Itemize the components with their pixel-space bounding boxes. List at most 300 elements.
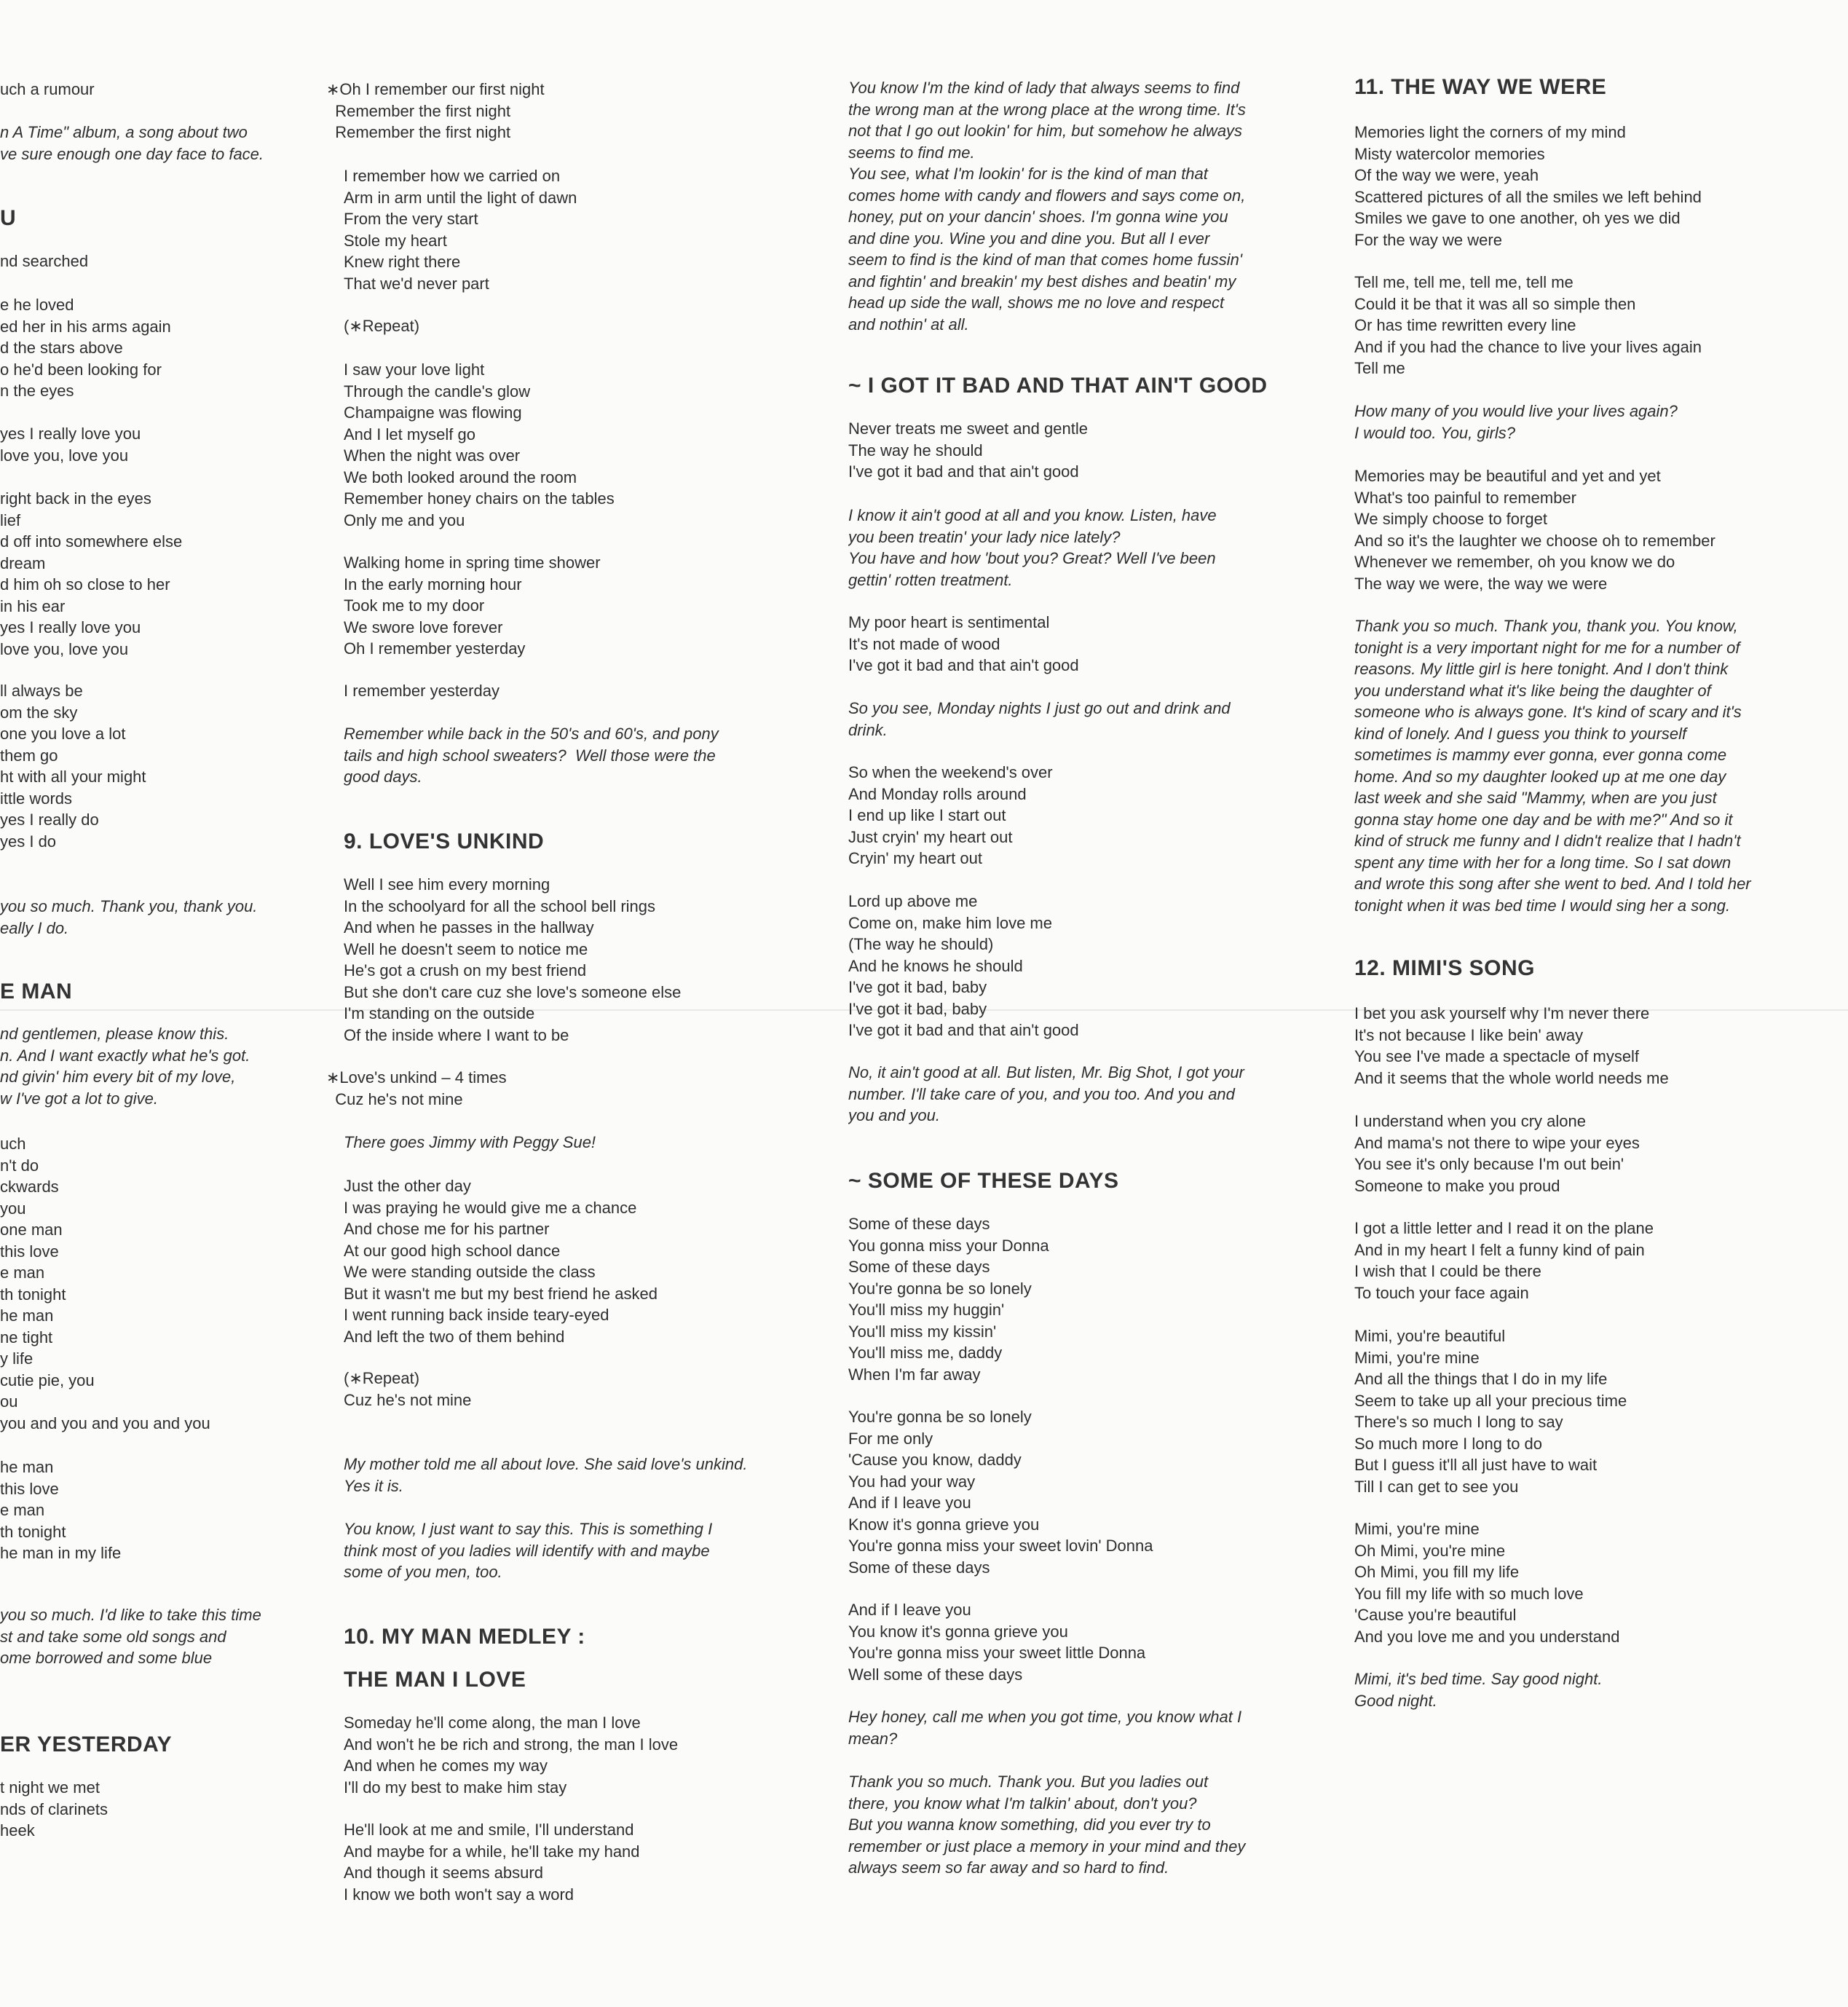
lyric-line: gonna stay home one day and be with me?" And so it [1354,810,1733,829]
lyric-line: d the stars above [0,339,123,357]
lyric-line: Or has time rewritten every line [1354,316,1576,334]
lyric-line: Thank you so much. Thank you. But you ladies out [848,1773,1209,1791]
spoken-interlude [848,505,1217,591]
spoken-interlude [0,122,264,165]
lyric-line: For me only [848,1429,933,1448]
lyric-stanza [326,1067,507,1110]
lyric-line: th tonight [0,1285,66,1304]
spoken-interlude [848,1771,1245,1879]
lyric-line: There goes Jimmy with Peggy Sue! [344,1133,596,1151]
lyric-line: nd gentlemen, please know this. [0,1025,229,1043]
lyric-line: Cuz he's not mine [344,1390,472,1409]
spoken-interlude [848,1062,1244,1127]
lyric-line: ed her in his arms again [0,317,171,336]
lyric-line: and dine you. Wine you and dine you. But all I ever [848,229,1210,248]
lyric-line: Oh Mimi, you fill my life [1354,1563,1520,1581]
lyric-line: And he knows he should [848,956,1023,975]
lyric-line: I remember yesterday [344,682,499,700]
lyric-line: Took me to my door [344,596,485,615]
lyric-line: tails and high school sweaters? Well those were the [344,746,716,765]
lyric-line: You had your way [848,1472,976,1491]
lyric-line: I saw your love light [344,360,485,379]
song-title: 12. MIMI'S SONG [1354,956,1536,980]
lyric-line: uch a rumour [0,80,95,98]
spoken-interlude [1354,401,1678,443]
lyric-line: ou [0,1392,18,1411]
spoken-interlude [848,77,1246,335]
lyrics-column-3 [848,0,1314,2007]
lyric-line: ll always be [0,682,83,700]
lyric-line: I've got it bad and that ain't good [848,462,1079,481]
lyric-line: I got a little letter and I read it on the plane [1354,1219,1654,1237]
lyric-line: At our good high school dance [344,1241,561,1260]
lyric-stanza [1354,465,1715,594]
lyric-line: this love [0,1242,59,1261]
lyric-line: t night we met [0,1778,100,1797]
lyric-line: ne tight [0,1328,53,1346]
song-title: THE MAN I LOVE [344,1668,526,1692]
lyric-line: He'll look at me and smile, I'll understand [344,1821,634,1839]
lyric-line: mean? [848,1729,898,1748]
lyric-line: n A Time" album, a song about two [0,123,248,141]
lyric-line: I was praying he would give me a chance [344,1198,637,1217]
lyric-line: n. And I want exactly what he's got. [0,1046,250,1065]
lyric-stanza [344,359,615,531]
lyric-stanza [0,423,141,466]
lyric-line: You'll miss my kissin' [848,1322,997,1341]
lyric-line: (∗Repeat) [344,1369,420,1387]
lyric-line: someone who is always gone. It's kind of scary and it's [1354,703,1742,721]
lyric-line: And Monday rolls around [848,784,1027,803]
lyric-line: I would too. You, girls? [1354,423,1515,442]
lyric-line: you so much. Thank you, thank you. [0,897,258,915]
lyric-line: Remember while back in the 50's and 60's, and pony [344,725,719,743]
lyric-line: And chose me for his partner [344,1220,550,1238]
lyric-line: I went running back inside teary-eyed [344,1306,609,1324]
lyric-line: ittle words [0,789,73,808]
lyric-line: y life [0,1349,33,1368]
lyric-line: Tell me, tell me, tell me, tell me [1354,273,1573,291]
lyric-line: We were standing outside the class [344,1263,596,1281]
spoken-interlude [1354,1668,1602,1711]
lyric-line: I end up like I start out [848,806,1006,824]
lyric-line: Smiles we gave to one another, oh yes we did [1354,209,1681,227]
lyrics-column-4 [1354,0,1820,2007]
lyric-line: yes I do [0,832,57,851]
lyric-line: Of the inside where I want to be [344,1025,569,1044]
lyric-line: tonight when it was bed time I would sing her a song. [1354,896,1731,915]
song-title: ER YESTERDAY [0,1732,173,1756]
lyric-line: and fightin' and breakin' my best dishes and beatin' my [848,272,1236,291]
lyric-line: Remember honey chairs on the tables [344,489,615,508]
spoken-interlude [0,1604,261,1669]
lyric-line: Whenever we remember, oh you know we do [1354,553,1675,571]
lyric-stanza [0,251,88,272]
lyric-line: e he loved [0,296,74,314]
lyric-stanza [344,315,419,337]
lyric-line: You know I'm the kind of lady that always seems to find [848,79,1240,97]
lyric-line: Remember the first night [326,101,511,120]
lyric-line: think most of you ladies will identify with and maybe [344,1541,710,1560]
lyric-line: Arm in arm until the light of dawn [344,188,577,207]
lyric-line: I know we both won't say a word [344,1885,574,1904]
lyric-line: Misty watercolor memories [1354,144,1545,163]
lyric-line: Know it's gonna grieve you [848,1515,1040,1534]
lyric-stanza [344,680,499,702]
lyric-line: Walking home in spring time shower [344,553,601,572]
lyric-line: My mother told me all about love. She said love's unkind. [344,1455,748,1473]
lyric-line: them go [0,746,58,765]
lyric-line: But you wanna know something, did you ever try to [848,1815,1211,1834]
lyric-line: Well some of these days [848,1665,1023,1684]
lyric-line: gettin' rotten treatment. [848,570,1013,589]
lyric-line: reasons. My little girl is here tonight. And I don't think [1354,660,1729,678]
lyric-line: You're gonna miss your sweet lovin' Donna [848,1537,1153,1555]
lyric-line: Good night. [1354,1691,1437,1710]
lyric-line: And all the things that I do in my life [1354,1370,1608,1388]
lyric-line: last week and she said "Mammy, when are you just [1354,789,1717,807]
lyric-line: For the way we were [1354,230,1502,249]
lyric-line: I remember how we carried on [344,167,561,185]
lyric-line: Well he doesn't seem to notice me [344,939,588,958]
lyric-line: ∗Oh I remember our first night [326,80,545,98]
lyric-stanza [326,79,545,143]
lyric-line: And if you had the chance to live your lives again [1354,337,1702,356]
lyric-stanza [1354,1111,1640,1196]
lyric-line: We simply choose to forget [1354,510,1547,528]
spoken-interlude [848,1706,1241,1749]
lyric-line: You know it's gonna grieve you [848,1622,1068,1641]
lyric-stanza [344,1175,658,1347]
lyric-line: You gonna miss your Donna [848,1236,1049,1255]
lyric-line: Yes it is. [344,1476,403,1495]
lyric-line: And it seems that the whole world needs me [1354,1068,1669,1087]
lyric-line: Till I can get to see you [1354,1477,1519,1496]
lyric-line: d him oh so close to her [0,575,170,594]
lyric-line: Cuz he's not mine [326,1089,463,1108]
spoken-interlude [344,723,719,788]
lyric-line: We swore love forever [344,618,503,636]
song-title: E MAN [0,979,73,1004]
lyric-stanza [0,79,95,100]
lyric-line: one you love a lot [0,725,126,743]
lyric-line: And left the two of them behind [344,1327,565,1346]
lyric-line: e man [0,1263,45,1282]
lyric-line: he man [0,1458,54,1476]
lyric-stanza [848,418,1088,483]
lyric-line: w I've got a lot to give. [0,1089,158,1108]
lyric-line: remember or just place a memory in your mind and they [848,1837,1246,1856]
lyric-line: In the early morning hour [344,575,522,594]
lyric-line: You'll miss my huggin' [848,1301,1005,1319]
lyric-line: lief [0,510,21,529]
lyric-stanza [0,488,182,660]
lyric-line: the wrong man at the wrong place at the wrong time. It's [848,100,1246,119]
lyric-line: And won't he be rich and strong, the man I love [344,1735,679,1754]
lyric-line: Oh I remember yesterday [344,639,526,658]
lyric-line: When I'm far away [848,1365,981,1384]
lyric-line: But I guess it'll all just have to wait [1354,1456,1598,1474]
lyric-line: number. I'll take care of you, and you too. And you and [848,1084,1235,1103]
lyric-line: (∗Repeat) [344,317,420,335]
lyric-line: I wish that I could be there [1354,1262,1541,1280]
lyric-line: You see I've made a spectacle of myself [1354,1047,1640,1065]
lyric-line: kind of struck me funny and I didn't realize that I hadn't [1354,832,1741,850]
lyric-line: Someone to make you proud [1354,1176,1560,1195]
spoken-interlude [0,1023,250,1109]
lyric-line: Just the other day [344,1177,471,1195]
lyric-line: And you love me and you understand [1354,1627,1620,1646]
lyric-line: We both looked around the room [344,468,577,486]
lyric-line: (The way he should) [848,935,994,953]
lyric-line: th tonight [0,1522,66,1541]
lyric-line: Of the way we were, yeah [1354,166,1539,184]
lyric-line: Mimi, you're beautiful [1354,1327,1506,1345]
lyric-line: I've got it bad, baby [848,999,987,1018]
lyric-line: Mimi, you're mine [1354,1520,1480,1538]
lyric-line: head up side the wall, shows me no love and respect [848,293,1225,312]
lyric-line: some of you men, too. [344,1563,502,1581]
lyric-stanza [1354,122,1702,251]
song-title: ~ SOME OF THESE DAYS [848,1169,1119,1193]
lyric-line: It's not because I like bein' away [1354,1025,1584,1044]
lyric-line: Memories light the corners of my mind [1354,123,1626,141]
lyric-line: Through the candle's glow [344,382,531,401]
lyric-line: No, it ain't good at all. But listen, Mr. Big Shot, I got your [848,1063,1244,1081]
lyric-line: Oh Mimi, you're mine [1354,1541,1506,1560]
lyric-line: And mama's not there to wipe your eyes [1354,1133,1640,1152]
lyric-stanza [344,552,601,660]
lyric-line: But she don't care cuz she love's someone else [344,982,682,1001]
spoken-interlude [344,1518,712,1583]
lyric-line: home. And so my daughter looked up at me one day [1354,767,1726,786]
lyric-line: you [0,1199,26,1218]
lyric-line: Scattered pictures of all the smiles we left behind [1354,187,1702,206]
lyric-stanza [344,1712,678,1798]
lyric-stanza [848,1213,1049,1385]
spoken-interlude [848,698,1231,741]
lyric-line: You have and how 'bout you? Great? Well I've been [848,549,1216,567]
lyric-line: Someday he'll come along, the man I love [344,1714,641,1732]
lyric-stanza [0,294,171,402]
lyric-line: spent any time with her for a long time. So I sat down [1354,853,1731,872]
lyric-line: Tell me [1354,359,1405,377]
song-title: ~ I GOT IT BAD AND THAT AIN'T GOOD [848,374,1268,398]
lyric-line: 'Cause you know, daddy [848,1451,1022,1469]
lyric-line: Could it be that it was all so simple then [1354,294,1636,313]
spoken-interlude [344,1454,748,1497]
lyric-line: And I let myself go [344,425,475,443]
lyric-line: It's not made of wood [848,634,1000,653]
lyric-line: Seem to take up all your precious time [1354,1391,1627,1410]
lyric-line: you understand what it's like being the daughter of [1354,681,1711,700]
lyric-line: good days. [344,768,422,786]
lyric-line: The way we were, the way we were [1354,574,1608,593]
lyric-line: you so much. I'd like to take this time [0,1606,261,1624]
lyric-line: o he'd been looking for [0,360,162,379]
lyric-line: love you, love you [0,446,129,465]
lyric-line: I've got it bad, baby [848,978,987,996]
lyric-line: I understand when you cry alone [1354,1112,1586,1130]
song-title: 11. THE WAY WE WERE [1354,75,1607,99]
lyric-line: You're gonna be so lonely [848,1408,1032,1426]
lyric-line: Hey honey, call me when you got time, you know what I [848,1708,1242,1726]
lyric-line: He's got a crush on my best friend [344,961,587,979]
lyric-line: Remember the first night [326,123,511,141]
lyric-stanza [848,1599,1145,1685]
lyric-line: So much more I long to do [1354,1434,1543,1453]
lyric-line: you and you and you and you [0,1413,210,1432]
lyric-line: drink. [848,720,888,739]
lyric-line: And if I leave you [848,1494,971,1512]
lyric-line: From the very start [344,210,478,228]
lyric-line: I'll do my best to make him stay [344,1778,567,1797]
lyric-line: e man [0,1501,45,1519]
lyric-line: d off into somewhere else [0,532,183,551]
lyric-line: cutie pie, you [0,1371,95,1389]
lyric-line: Only me and you [344,510,465,529]
lyric-line: uch [0,1135,26,1153]
lyric-line: In the schoolyard for all the school bell rings [344,896,656,915]
lyric-line: you been treatin' your lady nice lately? [848,527,1121,546]
lyric-line: seems to find me. [848,143,975,162]
lyric-line: eally I do. [0,918,69,937]
lyric-line: I bet you ask yourself why I'm never there [1354,1004,1650,1022]
lyric-line: You fill my life with so much love [1354,1584,1584,1603]
lyric-line: honey, put on your dancin' shoes. I'm gonna wine you [848,208,1228,226]
lyric-line: he man [0,1306,54,1325]
lyric-line: And so it's the laughter we choose oh to remember [1354,531,1715,550]
lyric-stanza [848,1406,1153,1578]
lyric-line: And though it seems absurd [344,1864,543,1882]
lyric-line: st and take some old songs and [0,1627,226,1646]
lyric-line: nd searched [0,252,89,270]
lyric-line: Mimi, you're mine [1354,1348,1480,1367]
lyric-line: You know, I just want to say this. This is something I [344,1520,713,1538]
lyric-stanza [848,612,1079,677]
lyric-line: not that I go out lookin' for him, but somehow he always [848,122,1243,140]
lyric-stanza [1354,272,1702,379]
lyric-stanza [1354,1325,1627,1497]
lyric-line: nd givin' him every bit of my love, [0,1068,236,1086]
lyric-line: There's so much I long to say [1354,1413,1563,1431]
lyric-line: And if I leave you [848,1601,971,1619]
lyrics-column-1 [0,0,291,2007]
lyric-line: one man [0,1221,63,1239]
lyric-line: ome borrowed and some blue [0,1649,213,1667]
song-title: U [0,206,17,230]
lyric-line: Well I see him every morning [344,875,550,894]
lyric-line: heek [0,1821,35,1840]
lyric-line: But it wasn't me but my best friend he asked [344,1284,658,1303]
lyric-line: n't do [0,1156,39,1175]
lyric-line: You'll miss me, daddy [848,1344,1003,1362]
lyric-line: ckwards [0,1178,59,1196]
lyric-stanza [0,680,146,852]
lyric-line: ve sure enough one day face to face. [0,144,264,163]
lyric-line: Come on, make him love me [848,913,1052,932]
lyric-line: this love [0,1479,59,1498]
lyric-line: yes I really love you [0,618,141,636]
lyric-line: ht with all your might [0,768,146,786]
lyric-line: How many of you would live your lives again? [1354,402,1678,420]
lyric-line: Knew right there [344,253,461,271]
lyric-line: I've got it bad and that ain't good [848,1021,1079,1039]
lyric-line: I've got it bad and that ain't good [848,656,1079,674]
lyric-line: and wrote this song after she went to bed. And I told her [1354,875,1751,893]
lyric-line: You're gonna miss your sweet little Donna [848,1644,1146,1662]
lyric-line: Mimi, it's bed time. Say good night. [1354,1670,1603,1688]
lyric-stanza [0,1777,108,1842]
lyrics-column-2 [326,0,792,2007]
lyric-line: nds of clarinets [0,1799,108,1818]
spoken-interlude [344,1132,596,1154]
lyric-line: What's too painful to remember [1354,488,1577,507]
lyric-line: Cryin' my heart out [848,849,982,867]
spoken-interlude [1354,615,1751,916]
lyric-stanza [848,891,1079,1041]
lyric-line: n the eyes [0,382,74,400]
lyric-line: And when he comes my way [344,1756,548,1775]
lyric-line: Champaigne was flowing [344,403,522,422]
lyric-line: Stole my heart [344,231,447,250]
spoken-interlude [0,896,257,939]
lyric-line: Lord up above me [848,892,978,910]
lyric-stanza [1354,1518,1619,1647]
lyric-line: Never treats me sweet and gentle [848,419,1088,438]
lyric-line: I'm standing on the outside [344,1004,535,1022]
lyric-line: Some of these days [848,1258,990,1276]
lyric-line: To touch your face again [1354,1283,1529,1302]
lyric-line: You're gonna be so lonely [848,1279,1032,1298]
lyric-line: Just cryin' my heart out [848,827,1013,846]
lyric-stanza [0,1133,210,1434]
lyric-line: I know it ain't good at all and you know. Listen, have [848,506,1217,524]
lyric-line: seem to find is the kind of man that comes home fussin' [848,251,1243,269]
lyric-line: right back in the eyes [0,489,151,508]
lyric-line: there, you know what I'm talkin' about, don't you? [848,1794,1197,1813]
song-title: 10. MY MAN MEDLEY : [344,1625,585,1649]
lyric-line: The way he should [848,441,983,460]
lyric-line: Thank you so much. Thank you, thank you. You know, [1354,617,1738,635]
lyric-stanza [0,1456,121,1564]
lyric-stanza [344,1368,471,1411]
lyric-line: And in my heart I felt a funny kind of pain [1354,1240,1645,1259]
lyric-line: he man in my life [0,1544,122,1562]
lyric-line: tonight is a very important night for me for a number of [1354,638,1740,657]
lyric-line: kind of lonely. And I guess you think to yourself [1354,724,1687,743]
lyric-stanza [1354,1218,1654,1304]
lyric-line: love you, love you [0,639,129,658]
lyric-line: in his ear [0,596,66,615]
lyric-line: And maybe for a while, he'll take my hand [344,1842,640,1861]
lyric-line: That we'd never part [344,274,489,293]
lyric-line: dream [0,553,46,572]
lyric-stanza [848,762,1053,870]
lyric-line: and nothin' at all. [848,315,969,334]
lyric-line: My poor heart is sentimental [848,613,1050,631]
lyric-stanza [344,874,681,1046]
lyric-line: Memories may be beautiful and yet and yet [1354,467,1661,485]
lyric-line: om the sky [0,703,78,722]
lyric-line: You see it's only because I'm out bein' [1354,1155,1624,1173]
lyric-line: When the night was over [344,446,521,465]
lyric-line: You see, what I'm lookin' for is the kind of man that [848,165,1208,183]
lyric-line: sometimes is mammy ever gonna, ever gonna come [1354,746,1727,764]
lyric-line: always seem so far away and so hard to find. [848,1858,1169,1877]
lyric-line: yes I really love you [0,425,141,443]
lyric-line: yes I really do [0,811,99,829]
